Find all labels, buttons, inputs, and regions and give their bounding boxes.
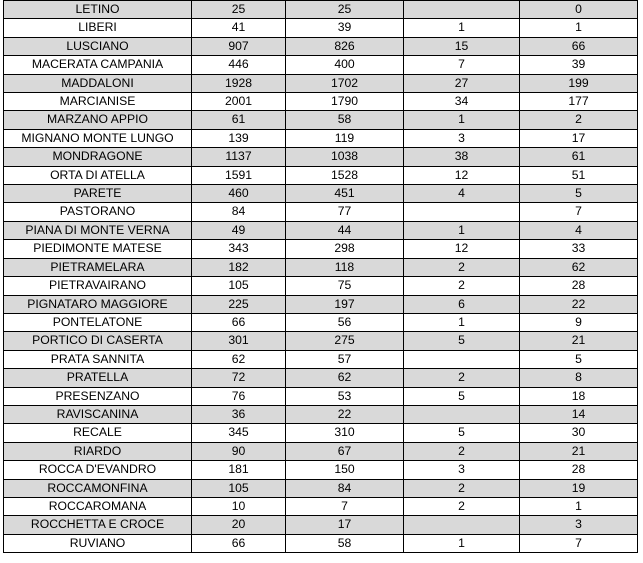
comune-cell: PRATA SANNITA (4, 350, 192, 368)
value-cell-1: 1591 (192, 166, 286, 184)
value-cell-4: 51 (520, 166, 638, 184)
value-cell-2: 84 (286, 479, 404, 497)
table-row (4, 203, 638, 221)
value-cell-2: 1702 (286, 74, 404, 92)
value-cell-3: 5 (404, 332, 520, 350)
table-row (4, 166, 638, 184)
table-row (4, 148, 638, 166)
table-row (4, 332, 638, 350)
value-cell-1: 907 (192, 37, 286, 55)
table-row (4, 221, 638, 239)
value-cell-4: 33 (520, 240, 638, 258)
value-cell-2: 298 (286, 240, 404, 258)
comuni-table (3, 0, 638, 553)
value-cell-4: 21 (520, 442, 638, 460)
comune-cell: RIARDO (4, 442, 192, 460)
value-cell-1: 343 (192, 240, 286, 258)
value-cell-4: 66 (520, 37, 638, 55)
value-cell-1: 10 (192, 497, 286, 515)
comune-cell: LIBERI (4, 19, 192, 37)
value-cell-4: 30 (520, 424, 638, 442)
comune-cell: PRATELLA (4, 369, 192, 387)
value-cell-4: 7 (520, 203, 638, 221)
value-cell-4: 19 (520, 479, 638, 497)
value-cell-1: 105 (192, 479, 286, 497)
comune-cell: PIETRAVAIRANO (4, 277, 192, 295)
value-cell-3: 2 (404, 369, 520, 387)
value-cell-3: 5 (404, 424, 520, 442)
comune-cell: PRESENZANO (4, 387, 192, 405)
value-cell-4: 62 (520, 258, 638, 276)
table-row (4, 74, 638, 92)
value-cell-3: 3 (404, 461, 520, 479)
comune-cell: PIEDIMONTE MATESE (4, 240, 192, 258)
comune-cell: ROCCAMONFINA (4, 479, 192, 497)
comune-cell: PIGNATARO MAGGIORE (4, 295, 192, 313)
value-cell-1: 181 (192, 461, 286, 479)
value-cell-3: 1 (404, 111, 520, 129)
value-cell-3: 34 (404, 93, 520, 111)
value-cell-2: 400 (286, 56, 404, 74)
value-cell-2: 826 (286, 37, 404, 55)
value-cell-3: 7 (404, 56, 520, 74)
table-row (4, 350, 638, 368)
value-cell-2: 7 (286, 497, 404, 515)
table-row (4, 111, 638, 129)
table-row (4, 442, 638, 460)
table-row (4, 369, 638, 387)
value-cell-1: 49 (192, 221, 286, 239)
value-cell-3: 4 (404, 185, 520, 203)
value-cell-1: 90 (192, 442, 286, 460)
value-cell-1: 139 (192, 129, 286, 147)
table-row (4, 240, 638, 258)
value-cell-3: 2 (404, 442, 520, 460)
value-cell-4: 1 (520, 19, 638, 37)
value-cell-1: 36 (192, 405, 286, 423)
table-row (4, 37, 638, 55)
value-cell-1: 61 (192, 111, 286, 129)
value-cell-4: 21 (520, 332, 638, 350)
value-cell-4: 4 (520, 221, 638, 239)
value-cell-1: 84 (192, 203, 286, 221)
value-cell-3: 12 (404, 240, 520, 258)
value-cell-2: 1790 (286, 93, 404, 111)
comune-cell: RECALE (4, 424, 192, 442)
value-cell-2: 57 (286, 350, 404, 368)
value-cell-2: 67 (286, 442, 404, 460)
comune-cell: MARZANO APPIO (4, 111, 192, 129)
value-cell-3: 2 (404, 497, 520, 515)
comune-cell: MACERATA CAMPANIA (4, 56, 192, 74)
table-row (4, 516, 638, 534)
comune-cell: PASTORANO (4, 203, 192, 221)
comune-cell: PORTICO DI CASERTA (4, 332, 192, 350)
value-cell-2: 275 (286, 332, 404, 350)
table-row (4, 56, 638, 74)
table-row (4, 479, 638, 497)
value-cell-3: 3 (404, 129, 520, 147)
comune-cell: RAVISCANINA (4, 405, 192, 423)
value-cell-2: 451 (286, 185, 404, 203)
value-cell-1: 25 (192, 1, 286, 19)
value-cell-4: 177 (520, 93, 638, 111)
value-cell-4: 22 (520, 295, 638, 313)
table-row (4, 185, 638, 203)
value-cell-2: 118 (286, 258, 404, 276)
value-cell-4: 8 (520, 369, 638, 387)
value-cell-1: 345 (192, 424, 286, 442)
value-cell-2: 62 (286, 369, 404, 387)
value-cell-2: 1528 (286, 166, 404, 184)
comune-cell: ROCCHETTA E CROCE (4, 516, 192, 534)
comune-cell: RUVIANO (4, 534, 192, 552)
value-cell-1: 20 (192, 516, 286, 534)
value-cell-1: 72 (192, 369, 286, 387)
value-cell-2: 25 (286, 1, 404, 19)
value-cell-3: 1 (404, 313, 520, 331)
value-cell-1: 1928 (192, 74, 286, 92)
table-row (4, 295, 638, 313)
table-row (4, 258, 638, 276)
comune-cell: MADDALONI (4, 74, 192, 92)
table-row (4, 277, 638, 295)
comune-cell: PIANA DI MONTE VERNA (4, 221, 192, 239)
value-cell-1: 76 (192, 387, 286, 405)
value-cell-4: 2 (520, 111, 638, 129)
value-cell-4: 199 (520, 74, 638, 92)
value-cell-1: 182 (192, 258, 286, 276)
value-cell-2: 75 (286, 277, 404, 295)
value-cell-3: 15 (404, 37, 520, 55)
table-row (4, 461, 638, 479)
value-cell-4: 28 (520, 277, 638, 295)
value-cell-1: 225 (192, 295, 286, 313)
value-cell-4: 17 (520, 129, 638, 147)
table-row (4, 93, 638, 111)
table-row (4, 424, 638, 442)
value-cell-4: 5 (520, 185, 638, 203)
value-cell-3: 1 (404, 221, 520, 239)
value-cell-1: 62 (192, 350, 286, 368)
comune-cell: MARCIANISE (4, 93, 192, 111)
value-cell-3: 38 (404, 148, 520, 166)
value-cell-4: 9 (520, 313, 638, 331)
value-cell-2: 22 (286, 405, 404, 423)
value-cell-2: 197 (286, 295, 404, 313)
value-cell-4: 5 (520, 350, 638, 368)
value-cell-4: 39 (520, 56, 638, 74)
value-cell-1: 460 (192, 185, 286, 203)
value-cell-3: 6 (404, 295, 520, 313)
value-cell-3: 2 (404, 277, 520, 295)
value-cell-1: 66 (192, 313, 286, 331)
comune-cell: PARETE (4, 185, 192, 203)
value-cell-1: 301 (192, 332, 286, 350)
comune-cell: LUSCIANO (4, 37, 192, 55)
table-row (4, 497, 638, 515)
value-cell-2: 39 (286, 19, 404, 37)
value-cell-4: 1 (520, 497, 638, 515)
table-body (4, 1, 638, 553)
comune-cell: ROCCA D'EVANDRO (4, 461, 192, 479)
value-cell-3 (404, 350, 520, 368)
value-cell-2: 150 (286, 461, 404, 479)
value-cell-2: 44 (286, 221, 404, 239)
value-cell-3 (404, 516, 520, 534)
value-cell-4: 0 (520, 1, 638, 19)
value-cell-1: 1137 (192, 148, 286, 166)
table-row (4, 129, 638, 147)
comune-cell: ROCCAROMANA (4, 497, 192, 515)
value-cell-3: 5 (404, 387, 520, 405)
comune-cell: PIETRAMELARA (4, 258, 192, 276)
comune-cell: MIGNANO MONTE LUNGO (4, 129, 192, 147)
value-cell-2: 310 (286, 424, 404, 442)
value-cell-3 (404, 1, 520, 19)
table-row (4, 313, 638, 331)
value-cell-4: 14 (520, 405, 638, 423)
value-cell-2: 1038 (286, 148, 404, 166)
value-cell-2: 77 (286, 203, 404, 221)
table-row (4, 534, 638, 552)
value-cell-1: 105 (192, 277, 286, 295)
value-cell-1: 41 (192, 19, 286, 37)
value-cell-4: 28 (520, 461, 638, 479)
value-cell-1: 2001 (192, 93, 286, 111)
value-cell-4: 3 (520, 516, 638, 534)
value-cell-3: 1 (404, 19, 520, 37)
value-cell-1: 446 (192, 56, 286, 74)
comune-cell: ORTA DI ATELLA (4, 166, 192, 184)
value-cell-3: 27 (404, 74, 520, 92)
table-row (4, 1, 638, 19)
value-cell-3: 2 (404, 479, 520, 497)
table-row (4, 405, 638, 423)
comune-cell: MONDRAGONE (4, 148, 192, 166)
value-cell-4: 18 (520, 387, 638, 405)
value-cell-2: 17 (286, 516, 404, 534)
value-cell-3 (404, 405, 520, 423)
data-table-container (3, 0, 638, 553)
table-row (4, 387, 638, 405)
value-cell-2: 58 (286, 111, 404, 129)
value-cell-2: 119 (286, 129, 404, 147)
value-cell-3 (404, 203, 520, 221)
comune-cell: PONTELATONE (4, 313, 192, 331)
value-cell-2: 58 (286, 534, 404, 552)
value-cell-2: 56 (286, 313, 404, 331)
table-row (4, 19, 638, 37)
comune-cell: LETINO (4, 1, 192, 19)
value-cell-4: 61 (520, 148, 638, 166)
value-cell-1: 66 (192, 534, 286, 552)
value-cell-2: 53 (286, 387, 404, 405)
value-cell-3: 2 (404, 258, 520, 276)
value-cell-4: 7 (520, 534, 638, 552)
value-cell-3: 12 (404, 166, 520, 184)
value-cell-3: 1 (404, 534, 520, 552)
